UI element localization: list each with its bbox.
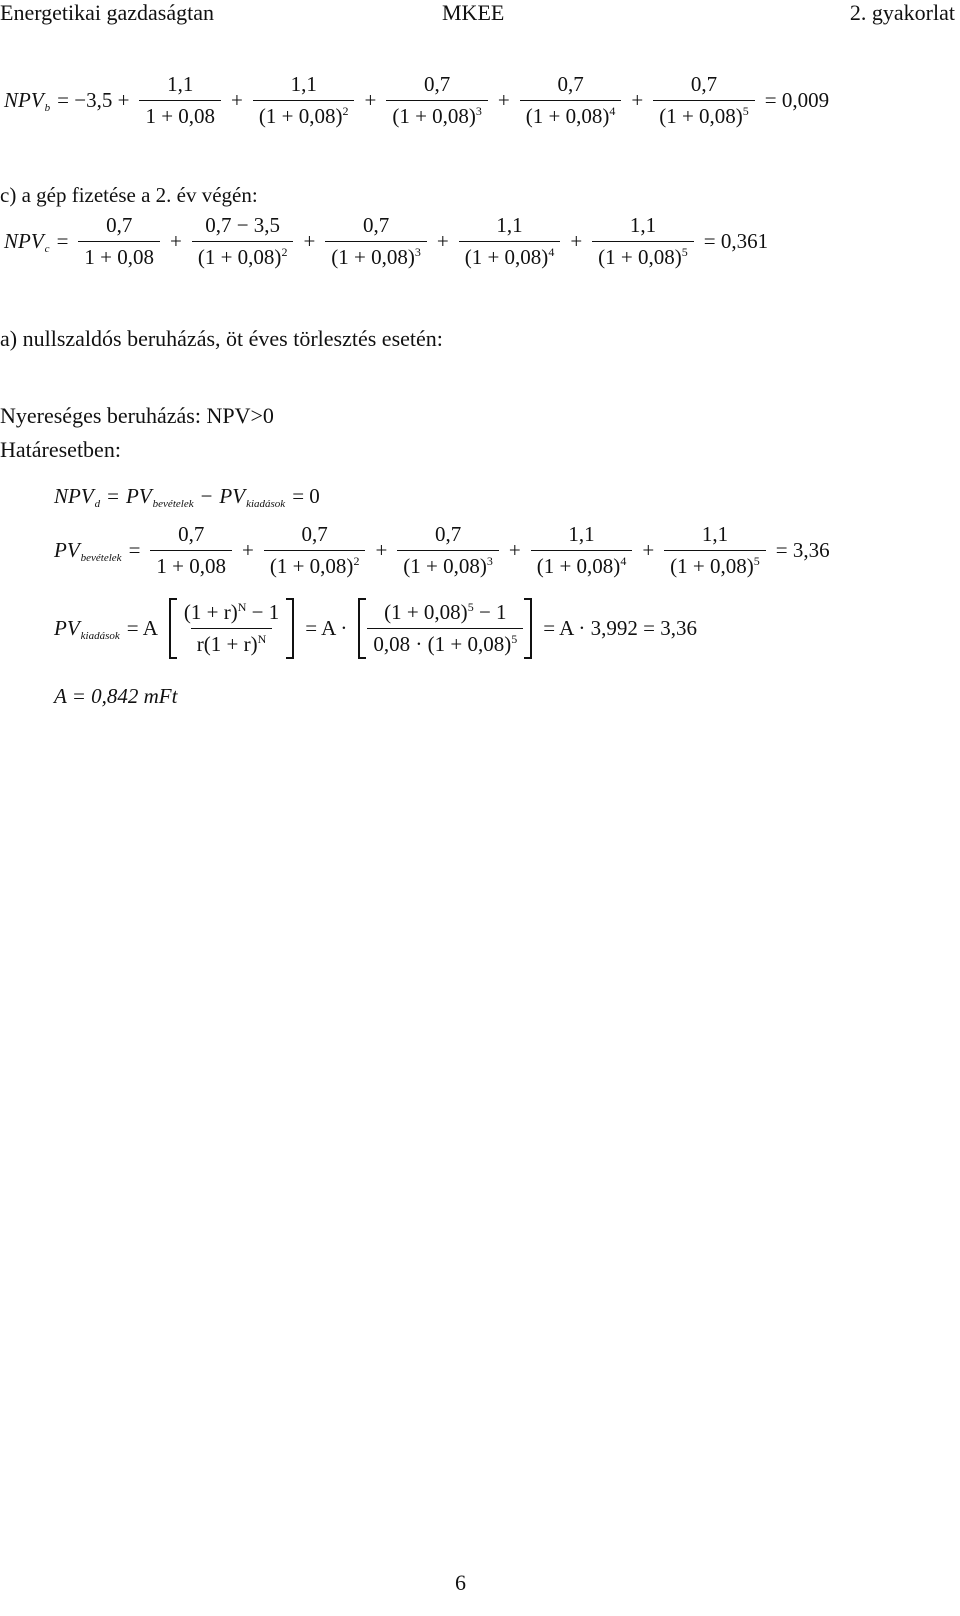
npv-b-term-3: $\frac{0,7}{(1 + 0,08)^3}$ — [386, 72, 488, 129]
header-session: 2. gyakorlat — [849, 0, 955, 25]
npv-d-lhs: NPV — [54, 484, 94, 508]
npv-b-constant: = −3,5 + — [57, 88, 130, 112]
pv-expense-lhs-subscript: kiadások — [80, 629, 120, 642]
npv-b-term-5: $\frac{0,7}{(1 + 0,08)^5}$ — [653, 72, 755, 129]
pv-expense-lhs: PV — [54, 616, 80, 640]
npv-b-result: = 0,009 — [764, 88, 830, 112]
equation-pv-expense — [54, 598, 704, 659]
pv-expense-result: = A · 3,992 = 3,36 — [543, 616, 698, 640]
pv-income-lhs: PV — [54, 538, 80, 562]
npv-b-lhs: NPV — [4, 88, 44, 112]
equation-pv-income: PV bevételek = $\frac{0,7}{1 + 0,08}$ + $\frac{0,7}{(1 + 0,08)^2}$ + $\frac{0,7}{(1 + 0,08)^3}$ + $\frac{1,1}{(1 + 0,08)^4}$ + $\frac{1,1}{(1 + 0,08)^5}$ = 3,36 — [54, 522, 830, 578]
npv-c-term-2: $\frac{0,7 - 3,5}{(1 + 0,08)^2}$ — [192, 213, 294, 270]
section-a-text: a) nullszaldós beruházás, öt éves törlesztés esetén: — [0, 326, 443, 351]
pv-income-result: = 3,36 — [775, 538, 830, 562]
npv-b-term-1: $\frac{1,1}{1 + 0,08}$ — [139, 72, 221, 129]
equation-npv-c: NPV c = $\frac{0,7}{1 + 0,08}$ + $\frac{0,7 - 3,5}{(1 + 0,08)^2}$ + $\frac{0,7}{(1 + 0,08)^3}$ + $\frac{1,1}{(1 + 0,08)^4}$ + $\frac{1,1}{(1 + 0,08)^5}$ = 0,361 — [4, 213, 769, 269]
npv-c-subscript: c — [44, 242, 50, 255]
npv-b-subscript: b — [44, 101, 51, 114]
annuity-formula-bracket — [169, 598, 294, 659]
page-number: 6 — [455, 1570, 466, 1595]
npv-c-lhs: NPV — [4, 229, 44, 253]
npv-c-term-1: $\frac{0,7}{1 + 0,08}$ — [78, 213, 160, 270]
npv-b-term-4: $\frac{0,7}{(1 + 0,08)^4}$ — [520, 72, 622, 129]
equation-a-result: A = 0,842 mFt — [54, 684, 178, 708]
pv-income-symbol: PV — [126, 484, 152, 508]
limit-case-text: Határesetben: — [0, 437, 121, 462]
pv-income-term-1: $\frac{0,7}{1 + 0,08}$ — [150, 522, 232, 579]
profitable-investment-text: Nyereséges beruházás: NPV>0 — [0, 403, 274, 428]
annuity-factor-a: = A — [126, 616, 158, 640]
page-header — [0, 0, 960, 30]
npv-c-term-5: $\frac{1,1}{(1 + 0,08)^5}$ — [592, 213, 694, 270]
pv-expense-symbol: PV — [219, 484, 246, 508]
npv-d-subscript: d — [94, 497, 101, 510]
equation-npv-d: NPV d = PV bevételek − PV kiadások = 0 — [54, 484, 320, 510]
pv-income-subscript: bevételek — [152, 497, 194, 510]
equation-npv-b: NPV b = −3,5 + $\frac{1,1}{1 + 0,08}$ + $\frac{1,1}{(1 + 0,08)^2}$ + $\frac{0,7}{(1 + 0,08)^3}$ + $\frac{0,7}{(1 + 0,08)^4}$ + $\frac{0,7}{(1 + 0,08)^5}$ = 0,009 — [4, 72, 830, 128]
npv-d-result: = 0 — [292, 484, 320, 508]
header-institution: MKEE — [442, 0, 505, 25]
npv-c-result: = 0,361 — [703, 229, 769, 253]
pv-expense-subscript: kiadások — [246, 497, 286, 510]
section-c-text: c) a gép fizetése a 2. év végén: — [0, 183, 258, 207]
annuity-numeric-bracket — [358, 598, 532, 659]
npv-b-term-2: $\frac{1,1}{(1 + 0,08)^2}$ — [253, 72, 355, 129]
npv-c-term-3: $\frac{0,7}{(1 + 0,08)^3}$ — [325, 213, 427, 270]
annuity-formula-fraction: $\frac{(1 + r)^N - 1}{r(1 + r)^N}$ — [183, 600, 280, 656]
npv-c-term-4: $\frac{1,1}{(1 + 0,08)^4}$ — [459, 213, 561, 270]
pv-income-lhs-subscript: bevételek — [80, 551, 122, 564]
pv-income-term-4: $\frac{1,1}{(1 + 0,08)^4}$ — [531, 522, 633, 579]
pv-income-term-3: $\frac{0,7}{(1 + 0,08)^3}$ — [397, 522, 499, 579]
pv-income-term-5: $\frac{1,1}{(1 + 0,08)^5}$ — [664, 522, 766, 579]
annuity-factor-a-dot: = A · — [305, 616, 348, 640]
header-course-title: Energetikai gazdaságtan — [0, 0, 214, 25]
annuity-numeric-fraction: $\frac{(1 + 0,08)^5 - 1}{0,08 \cdot (1 + 0,08)^5}$ — [367, 600, 523, 657]
pv-income-term-2: $\frac{0,7}{(1 + 0,08)^2}$ — [264, 522, 366, 579]
